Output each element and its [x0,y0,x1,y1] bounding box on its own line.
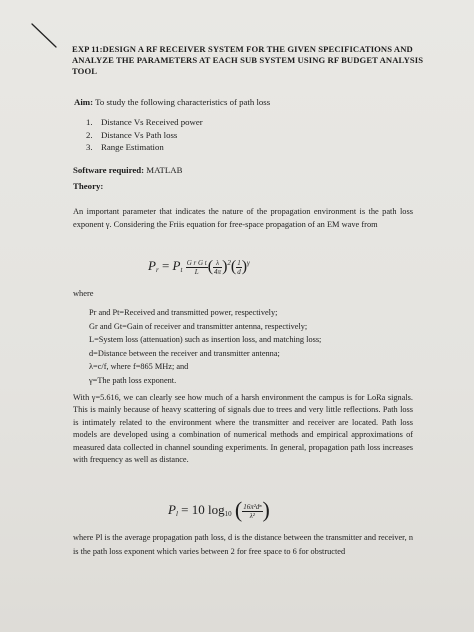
experiment-heading: EXP 11:DESIGN A RF RECEIVER SYSTEM FOR THE GIVEN SPECIFICATIONS AND ANALYZE THE PARAMETERS AT EACH SUB SYSTEM USING RF BUDGET ANALYSIS TOOL [72,44,424,76]
eq1-lhs: P [148,258,156,273]
eq1-one-den: d [237,267,241,276]
eq1-exp2: 2 [227,259,231,267]
eq1-equals: = [158,258,173,273]
pen-stroke-mark [30,20,60,50]
aim-label: Aim: [74,97,94,107]
eq2-den: λ² [249,511,255,520]
eq1-gain-num: G r G t [186,258,207,267]
list-item-number: 2. [86,129,93,140]
definition-item: γ=The path loss exponent. [89,375,177,385]
eq2-log-sub: 10 [224,510,232,518]
definition-list [89,306,409,388]
definition-item: λ=c/f, where f=865 MHz; and [89,362,189,372]
definition-item: Pr and Pt=Received and transmitted power, respectively; [89,308,278,317]
eq1-gain-den: L [194,267,199,276]
definition-item: L=System loss (attenuation) such as insertion loss, and matching loss; [89,335,322,345]
list-item [86,129,203,142]
theory-heading: Theory: [73,181,104,191]
path-loss-equation: $P_l = 10$ $\log_{10}$ ( $\frac{\text{16π²dⁿ}}{\text{λ²}}$ ) [168,497,270,522]
where-label: where [73,289,94,298]
definition-item: Gr and Gt=Gain of receiver and transmitter antenna, respectively; [89,321,308,331]
eq1-lambda-fraction [213,259,222,276]
eq1-pt: P [172,258,181,273]
eq2-log: = 10 log [177,502,225,517]
list-item [86,141,203,154]
eq2-lhs: P [168,502,176,517]
eq1-one-num: 1 [237,258,241,267]
software-value: MATLAB [144,165,183,175]
eq2-num: 16π²dⁿ [243,502,262,511]
list-item-text: Range Estimation [101,142,164,152]
eq2-fraction [242,503,262,520]
list-item-text: Distance Vs Path loss [101,129,178,140]
aim-text: To study the following characteristics of path loss [93,97,271,107]
list-item-text: Distance Vs Received power [101,117,203,127]
list-item-number: 1. [86,117,93,127]
eq1-exp-gamma: γ [247,259,250,267]
eq1-pt-sub: t [180,266,183,274]
software-line [73,165,182,176]
eq1-lambda-num: λ [213,259,222,268]
definition-item: d=Distance between the receiver and transmitter antenna; [89,348,280,358]
eq1-gain-fraction [186,259,208,276]
path-loss-paragraph: With γ=5.616, we can clearly see how much of a harsh environment the campus is for LoRa signals. This is mainly because of heavy scattering of signals due to trees and very little reflections. Path loss is intimately related to the environment where the transmitter and receiver are located. Path loss models are developed using a combination of numerical methods and empirical approximations of measured data collected in channel sounding experiments. In general, propagation path loss increases with frequency as well as distance. [73,393,413,465]
friis-equation: $P_r = P_t$ $\frac{\text{G r G t}}{L}$ ( $\frac{\lambda}{4\pi}$ )$^2$( $\frac{1}{d}$ )$^\gamma$ [148,258,250,276]
eq2-lhs-sub: l [175,510,178,518]
software-label: Software required: [73,165,145,175]
list-item [86,116,203,129]
aim-list [86,116,203,154]
aim-line [74,97,434,108]
eq1-lhs-sub: r [155,266,159,274]
path-loss-explanation: where Pl is the average propagation path loss, d is the distance between the transmitter and receiver, n is the path loss exponent which varies between 2 for free space to 6 for obstructed [73,533,413,556]
theory-paragraph: An important parameter that indicates the nature of the propagation environment is the path loss exponent γ. Considering the Friis equation for free-space propagation of an EM wave from [73,207,413,229]
list-item-number: 3. [86,142,93,152]
eq1-lambda-den: 4π [214,267,222,276]
